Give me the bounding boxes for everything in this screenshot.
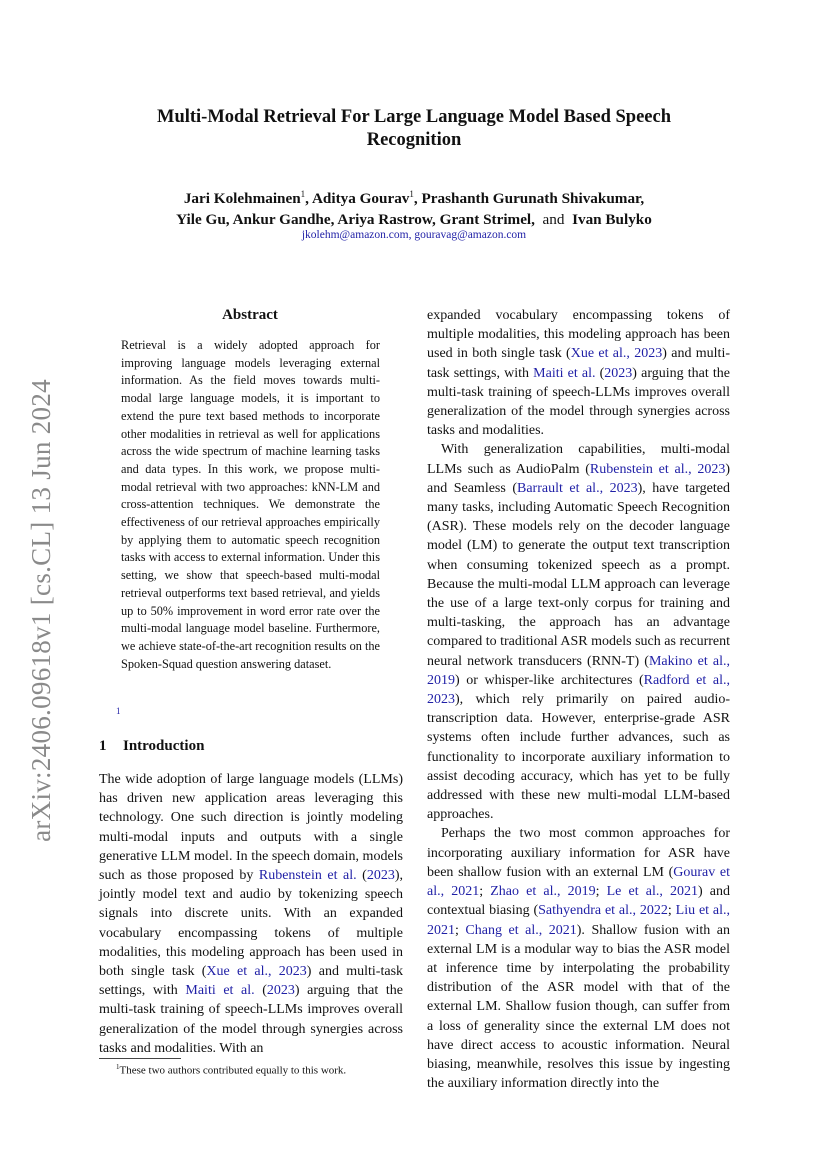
footnote-mark: 1 <box>116 1063 120 1071</box>
left-column-body <box>99 770 403 1058</box>
footnote-divider <box>99 1058 181 1059</box>
abstract-text: Retrieval is a widely adopted approach for improving language models leveraging external information. As the field moves towards multi-modal large language models, it is important to extend the pure text based methods to incorporate other modalities in retrieval as well for applications across the wide spectrum of machine learning tasks and data types. In this work, we propose multi-modal retrieval with two approaches: kNN-LM and cross-attention techniques. We demonstrate the effectiveness of our retrieval approaches empirically by applying them to automatic speech recognition tasks with access to external information. Under this setting, we show that speech-based multi-modal retrieval outperforms text based retrieval, and yields up to 50% improvement in word error rate over the multi-modal language model baseline. Furthermore, we achieve state-of-the-art recognition results on the Spoken-Squad question answering dataset. <box>121 338 380 671</box>
citation-link[interactable]: Liu et al., 2021 <box>427 903 730 938</box>
abstract-footnote-link[interactable]: 1 <box>116 706 121 716</box>
citation-link[interactable]: Le et al., 2021 <box>606 884 698 900</box>
arxiv-identifier <box>10 370 72 850</box>
citation-link[interactable]: 2023 <box>366 868 395 884</box>
author-name: Yile Gu <box>176 211 226 229</box>
arxiv-identifier-text: arXiv:2406.09618v1 [cs.CL] 13 Jun 2024 <box>25 378 56 842</box>
citation-link[interactable]: Barrault et al., 2023 <box>516 480 638 496</box>
author-name: Ariya Rastrow <box>337 211 433 229</box>
author-name: Grant Strimel <box>439 211 532 229</box>
citation-link[interactable]: Sathyendra et al., 2022 <box>538 903 668 919</box>
author-name: Aditya Gourav <box>311 190 410 208</box>
body-paragraph: Perhaps the two most common approaches for incorporating auxiliary information for ASR have been shallow fusion with an external LM (Gourav et al., 2021; Zhao et al., 2019; Le et al., 2021) and contextual biasing (Sathyendra et al., 2022; Liu et al., 2021; Chang et al., 2021). Shallow fusion with an external LM is a modular way to bias the ASR model at inference time by interpolating the probability distribution of the ASR model with that of the external LM. Shallow fusion though, can suffer from a loss of generality since the external LM does not have direct access to acoustic information. Neural biasing, meanwhile, resolves this issue by ingesting the auxiliary information directly into the <box>427 826 731 1092</box>
citation-link[interactable]: 2023 <box>604 365 633 381</box>
citation-link[interactable]: Rubenstein et al. <box>258 868 357 884</box>
intro-paragraph: The wide adoption of large language models (LLMs) has driven new application areas leveraging this technology. One such direction is jointly modeling multi-modal inputs and outputs with a single generative LLM model. In the speech domain, models such as those proposed by Rubenstein et al. (2023), jointly model text and audio by tokenizing speech signals into discrete units. With an expanded vocabulary encompassing tokens of multiple modalities, this modeling approach has been used in both single task (Xue et al., 2023) and multi-task settings, with Maiti et al. (2023) arguing that the multi-task training of speech-LLMs improves overall generalization of the model through synergies across tasks and modalities. With an <box>99 772 404 1056</box>
citation-link[interactable]: Radford et al., 2023 <box>427 672 730 708</box>
author-conjunction: and <box>542 211 565 229</box>
author-emails[interactable]: jkolehm@amazon.com, gouravag@amazon.com <box>301 229 527 241</box>
section-heading <box>99 738 204 755</box>
abstract-heading: Abstract <box>222 307 278 323</box>
citation-link[interactable]: Maiti et al. <box>533 365 596 381</box>
citation-link[interactable]: Gourav et al., 2021 <box>427 864 731 900</box>
author-list: Jari Kolehmainen$^1$, Aditya Gourav$^1$, Prashanth Gurunath Shivakumar, Yile Gu, Ankur Gandhe, Ariya Rastrow, Grant Strimel, and Ivan Bulyko <box>176 189 652 229</box>
section-title: Introduction <box>123 738 205 754</box>
author-name: Ankur Gandhe <box>232 211 331 229</box>
body-paragraph: With generalization capabilities, multi-modal LLMs such as AudioPalm (Rubenstein et al., 2023) and Seamless (Barrault et al., 2023), have targeted many tasks, including Automatic Speech Recognition (ASR). These models rely on the decoder language model (LM) to generate the output text transcription when consuming tokenized speech as a prompt. Because the multi-modal LLM approach can leverage the use of a large text-only corpus for training and multi-tasking, the approach has an advantage compared to traditional ASR models such as recurrent neural network transducers (RNN-T) (Makino et al., 2019) or whisper-like architectures (Radford et al., 2023), which rely primarily on paired audio-transcription data. However, enterprise-grade ASR systems often include further advances, such as functionality to incorporate auxiliary information to assist decoding accuracy, which has yet to be fully addressed with these new multi-modal LLM-based approaches. <box>427 442 731 823</box>
citation-link[interactable]: Zhao et al., 2019 <box>490 884 596 900</box>
footnote-text: These two authors contributed equally to this work. <box>119 1064 347 1077</box>
right-column-body <box>427 306 730 1093</box>
citation-link[interactable]: Chang et al., 2021 <box>465 922 577 938</box>
paper-title: Multi-Modal Retrieval For Large Language Model Based Speech Recognition <box>156 107 671 150</box>
citation-link[interactable]: Xue et al., 2023 <box>206 964 307 980</box>
author-name: Ivan Bulyko <box>572 211 652 229</box>
section-number: 1 <box>99 738 107 754</box>
author-affiliation-mark: 1 <box>409 189 414 199</box>
citation-link[interactable]: Xue et al., 2023 <box>570 346 663 362</box>
body-paragraph: expanded vocabulary encompassing tokens of multiple modalities, this modeling approach has been used in both single task (Xue et al., 2023) and multi-task settings, with Maiti et al. (2023) arguing that the multi-task training of speech-LLMs improves overall generalization of the model through synergies across tasks and modalities. <box>427 308 730 439</box>
footnote <box>116 1063 346 1077</box>
citation-link[interactable]: Makino et al., 2019 <box>427 653 730 688</box>
citation-link[interactable]: Maiti et al. <box>185 983 255 999</box>
author-name: Jari Kolehmainen <box>183 190 301 208</box>
author-affiliation-mark: 1 <box>300 189 306 199</box>
author-name: Prashanth Gurunath Shivakumar <box>421 190 641 208</box>
citation-link[interactable]: Rubenstein et al., 2023 <box>589 461 726 477</box>
citation-link[interactable]: 2023 <box>266 983 295 999</box>
